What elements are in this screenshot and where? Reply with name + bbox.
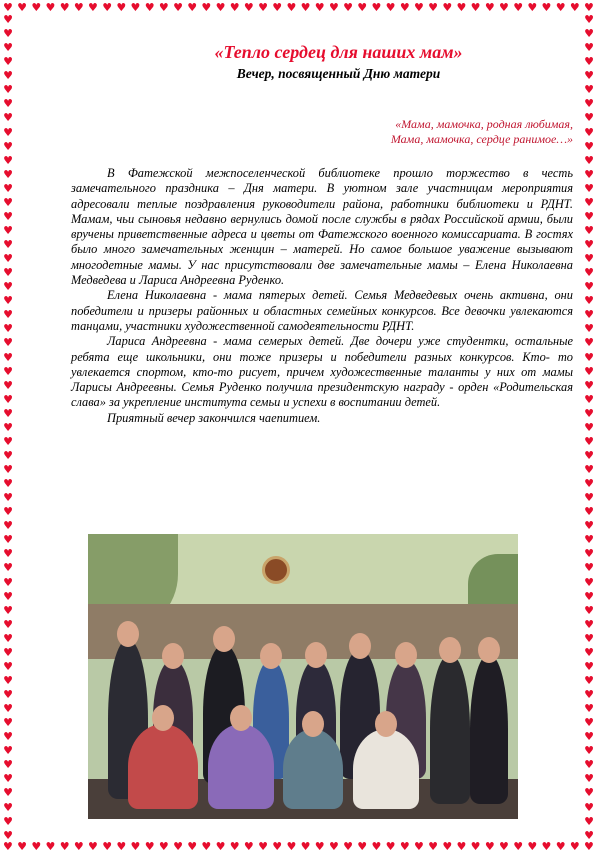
heart-icon: ♥ [3, 631, 13, 645]
heart-icon: ♥ [73, 840, 84, 853]
heart-icon: ♥ [272, 1, 283, 14]
heart-icon: ♥ [584, 55, 594, 69]
heart-icon: ♥ [584, 505, 594, 519]
heart-icon: ♥ [371, 1, 382, 14]
heart-icon: ♥ [428, 1, 439, 14]
heart-icon: ♥ [3, 139, 13, 153]
heart-icon: ♥ [173, 840, 183, 853]
heart-icon: ♥ [3, 448, 13, 462]
heart-icon: ♥ [300, 840, 311, 853]
photo-person-head [349, 633, 371, 659]
heart-icon: ♥ [385, 840, 396, 853]
heart-icon: ♥ [584, 448, 594, 462]
photo-person-head [375, 711, 397, 737]
heart-icon: ♥ [3, 209, 13, 223]
heart-icon: ♥ [314, 840, 325, 853]
heart-icon: ♥ [584, 814, 594, 828]
heart-icon: ♥ [3, 491, 13, 505]
heart-icon: ♥ [569, 840, 580, 853]
heart-icon: ♥ [584, 702, 594, 716]
photo-person-head [117, 621, 139, 647]
heart-icon: ♥ [3, 730, 13, 744]
photo-person [470, 654, 508, 804]
heart-icon: ♥ [584, 477, 594, 491]
heart-icon: ♥ [3, 294, 13, 308]
heart-icon: ♥ [3, 378, 13, 392]
wall-clock-icon [262, 556, 290, 584]
heart-icon: ♥ [130, 840, 141, 853]
epigraph-line: «Мама, мамочка, родная любимая, [395, 117, 573, 131]
heart-icon: ♥ [584, 378, 594, 392]
heart-icon: ♥ [584, 238, 594, 251]
photo-person-head [439, 637, 461, 663]
heart-icon: ♥ [569, 1, 580, 14]
heart-icon: ♥ [584, 533, 594, 547]
heart-icon: ♥ [584, 336, 594, 350]
heart-icon: ♥ [229, 840, 240, 853]
heart-border-top [0, 2, 597, 16]
heart-icon: ♥ [3, 125, 13, 139]
heart-icon: ♥ [399, 1, 410, 14]
page-title: «Тепло сердец для наших мам» [214, 42, 463, 62]
heart-icon: ♥ [88, 1, 98, 14]
epigraph-line: Мама, мамочка, сердце ранимое…» [390, 132, 573, 146]
heart-icon: ♥ [584, 364, 594, 378]
heart-icon: ♥ [187, 840, 198, 853]
heart-icon: ♥ [584, 322, 594, 336]
heart-icon: ♥ [300, 1, 311, 14]
heart-icon: ♥ [3, 519, 13, 533]
heart-icon: ♥ [584, 69, 594, 83]
heart-icon: ♥ [173, 1, 183, 14]
heart-icon: ♥ [3, 561, 13, 575]
heart-icon: ♥ [31, 1, 42, 14]
heart-icon: ♥ [3, 702, 13, 716]
heart-icon: ♥ [584, 434, 594, 448]
heart-icon: ♥ [3, 673, 13, 687]
heart-icon: ♥ [484, 1, 495, 14]
heart-icon: ♥ [584, 617, 594, 631]
heart-icon: ♥ [3, 167, 13, 181]
heart-icon: ♥ [3, 1, 13, 14]
photo-person-head [230, 705, 252, 731]
heart-icon: ♥ [3, 772, 13, 786]
heart-icon: ♥ [3, 434, 13, 448]
heart-icon: ♥ [428, 840, 439, 853]
heart-icon: ♥ [3, 420, 13, 434]
heart-icon: ♥ [584, 97, 594, 111]
photo-person-seated [208, 724, 274, 809]
heart-icon: ♥ [3, 645, 13, 659]
heart-icon: ♥ [45, 840, 56, 853]
heart-icon: ♥ [343, 1, 353, 14]
heart-icon: ♥ [102, 1, 113, 14]
heart-icon: ♥ [3, 181, 13, 195]
heart-icon: ♥ [258, 840, 268, 853]
heart-icon: ♥ [584, 308, 594, 322]
heart-icon: ♥ [3, 758, 13, 772]
heart-icon: ♥ [584, 800, 594, 814]
article-paragraph: Приятный вечер закончился чаепитием. [107, 410, 321, 425]
heart-icon: ♥ [584, 575, 594, 589]
heart-icon: ♥ [584, 659, 594, 673]
heart-icon: ♥ [328, 1, 339, 14]
heart-icon: ♥ [584, 420, 594, 434]
heart-icon: ♥ [3, 336, 13, 350]
heart-icon: ♥ [499, 840, 509, 853]
heart-icon: ♥ [3, 575, 13, 589]
heart-icon: ♥ [102, 840, 113, 853]
heart-icon: ♥ [584, 350, 594, 364]
heart-icon: ♥ [343, 840, 353, 853]
heart-icon: ♥ [3, 280, 13, 294]
heart-icon: ♥ [584, 252, 594, 266]
heart-icon: ♥ [3, 840, 13, 853]
heart-icon: ♥ [3, 27, 13, 41]
epigraph [273, 117, 573, 147]
heart-icon: ♥ [584, 209, 594, 223]
heart-icon: ♥ [584, 561, 594, 575]
heart-icon: ♥ [3, 97, 13, 111]
heart-icon: ♥ [584, 547, 594, 561]
heart-icon: ♥ [3, 252, 13, 266]
heart-icon: ♥ [116, 840, 127, 853]
article-paragraph: Лариса Андреевна - мама семерых детей. Две дочери уже студентки, остальные ребята еще школьники, они тоже призеры и победители разных конкурсов. Кто- то увлекается спортом, кто-то рисует, причем художественные таланты у них от мамы Ларисы Андреевны. Семья Руденко получила президентскую награду - орден «Родительская слава» за укрепление института семьи и успехи в воспитании детей. [71, 334, 573, 410]
photo-person-seated [128, 724, 198, 809]
heart-icon: ♥ [3, 659, 13, 673]
heart-icon: ♥ [584, 83, 594, 97]
heart-icon: ♥ [187, 1, 198, 14]
heart-icon: ♥ [442, 840, 453, 853]
photo-person-seated [283, 729, 343, 809]
heart-icon: ♥ [584, 392, 594, 406]
heart-icon: ♥ [201, 1, 212, 14]
heart-icon: ♥ [584, 167, 594, 181]
heart-icon: ♥ [584, 772, 594, 786]
heart-icon: ♥ [584, 181, 594, 195]
heart-icon: ♥ [584, 730, 594, 744]
heart-icon: ♥ [3, 744, 13, 758]
heart-icon: ♥ [158, 1, 169, 14]
heart-icon: ♥ [116, 1, 127, 14]
heart-icon: ♥ [499, 1, 509, 14]
heart-icon: ♥ [144, 840, 155, 853]
heart-icon: ♥ [584, 603, 594, 617]
heart-icon: ♥ [555, 840, 566, 853]
heart-icon: ♥ [3, 238, 13, 251]
heart-icon: ♥ [88, 840, 98, 853]
heart-icon: ♥ [470, 840, 481, 853]
heart-icon: ♥ [3, 41, 13, 55]
heart-icon: ♥ [3, 364, 13, 378]
heart-icon: ♥ [201, 840, 212, 853]
heart-icon: ♥ [357, 1, 368, 14]
heart-icon: ♥ [328, 840, 339, 853]
heart-icon: ♥ [3, 716, 13, 730]
heart-icon: ♥ [3, 308, 13, 322]
heart-icon: ♥ [3, 69, 13, 83]
heart-icon: ♥ [272, 840, 283, 853]
heart-icon: ♥ [3, 111, 13, 125]
article-paragraph: В Фатежской межпоселенческой библиотеке прошло торжество в честь замечательного праздника – Дня матери. В уютном зале участницам мероприятия адресовали теплые поздравления руководители района, работники библиотеки и РДНТ. Мамам, чьи сыновья недавно вернулись домой после службы в рядах Российской армии, были вручены приветственные адреса и цветы от Фатежского военного комиссариата. В гостях было много замечательных женщин – матерей. Но самое большое уважение вызывают многодетные мамы. У нас присутствовали две замечательные мамы – Елена Николаевна Медведева и Лариса Андреевна Руденко. [71, 166, 573, 288]
event-group-photo [88, 534, 518, 819]
heart-icon: ♥ [3, 688, 13, 701]
heart-icon: ♥ [584, 406, 594, 420]
heart-icon: ♥ [3, 800, 13, 814]
heart-icon: ♥ [73, 1, 84, 14]
heart-icon: ♥ [584, 828, 594, 842]
heart-icon: ♥ [3, 603, 13, 617]
heart-icon: ♥ [3, 266, 13, 280]
heart-icon: ♥ [413, 840, 424, 853]
heart-icon: ♥ [243, 840, 254, 853]
heart-icon: ♥ [584, 631, 594, 645]
heart-icon: ♥ [584, 139, 594, 153]
heart-icon: ♥ [258, 1, 268, 14]
heart-icon: ♥ [442, 1, 453, 14]
heart-icon: ♥ [527, 840, 538, 853]
heart-icon: ♥ [584, 27, 594, 41]
heart-icon: ♥ [470, 1, 481, 14]
heart-icon: ♥ [584, 125, 594, 139]
heart-icon: ♥ [513, 840, 524, 853]
photo-person-head [478, 637, 500, 663]
heart-icon: ♥ [59, 1, 70, 14]
heart-icon: ♥ [584, 716, 594, 730]
heart-icon: ♥ [399, 840, 410, 853]
heart-icon: ♥ [555, 1, 566, 14]
heart-icon: ♥ [584, 223, 594, 237]
heart-icon: ♥ [584, 688, 594, 701]
heart-icon: ♥ [584, 673, 594, 687]
heart-icon: ♥ [130, 1, 141, 14]
heart-icon: ♥ [357, 840, 368, 853]
heart-border-bottom [0, 841, 597, 855]
heart-icon: ♥ [584, 13, 594, 26]
heart-icon: ♥ [584, 280, 594, 294]
heart-icon: ♥ [215, 1, 226, 14]
heart-icon: ♥ [3, 392, 13, 406]
heart-icon: ♥ [144, 1, 155, 14]
heart-icon: ♥ [3, 195, 13, 209]
heart-icon: ♥ [584, 294, 594, 308]
heart-icon: ♥ [3, 814, 13, 828]
heart-icon: ♥ [3, 477, 13, 491]
heart-icon: ♥ [59, 840, 70, 853]
heart-icon: ♥ [158, 840, 169, 853]
heart-icon: ♥ [541, 840, 552, 853]
heart-icon: ♥ [3, 83, 13, 97]
heart-icon: ♥ [584, 744, 594, 758]
heart-icon: ♥ [229, 1, 240, 14]
heart-icon: ♥ [584, 589, 594, 603]
heart-icon: ♥ [584, 1, 594, 14]
heart-icon: ♥ [3, 786, 13, 800]
heart-icon: ♥ [584, 266, 594, 280]
heart-icon: ♥ [371, 840, 382, 853]
heart-icon: ♥ [3, 350, 13, 364]
heart-icon: ♥ [584, 153, 594, 167]
article-body [71, 166, 573, 426]
heart-icon: ♥ [584, 758, 594, 772]
heart-icon: ♥ [584, 41, 594, 55]
heart-icon: ♥ [3, 463, 13, 476]
heart-icon: ♥ [3, 589, 13, 603]
heart-icon: ♥ [3, 406, 13, 420]
heart-icon: ♥ [3, 533, 13, 547]
heart-icon: ♥ [484, 840, 495, 853]
heart-icon: ♥ [45, 1, 56, 14]
photo-person-head [305, 642, 327, 668]
photo-person-seated [353, 729, 419, 809]
heart-icon: ♥ [243, 1, 254, 14]
heart-icon: ♥ [584, 111, 594, 125]
heart-icon: ♥ [314, 1, 325, 14]
photo-person-head [213, 626, 235, 652]
heart-icon: ♥ [31, 840, 42, 853]
photo-person [430, 654, 470, 804]
heart-icon: ♥ [584, 491, 594, 505]
page-subtitle: Вечер, посвященный Дню матери [236, 66, 441, 81]
heart-icon: ♥ [3, 617, 13, 631]
heart-icon: ♥ [17, 1, 28, 14]
photo-person-head [152, 705, 174, 731]
heart-border-left [1, 14, 15, 841]
heart-icon: ♥ [584, 463, 594, 476]
heart-icon: ♥ [385, 1, 396, 14]
heart-icon: ♥ [215, 840, 226, 853]
heart-icon: ♥ [3, 505, 13, 519]
photo-people-group [108, 629, 508, 809]
heart-icon: ♥ [3, 13, 13, 26]
article-paragraph: Елена Николаевна - мама пятерых детей. Семья Медведевых очень активна, они победители и призеры районных и областных семейных конкурсов. Все девочки увлекаются танцами, участники художественной самодеятельности РДНТ. [71, 288, 573, 333]
heart-icon: ♥ [3, 828, 13, 842]
photo-person-head [162, 643, 184, 669]
heart-icon: ♥ [513, 1, 524, 14]
heart-icon: ♥ [584, 786, 594, 800]
photo-person-head [395, 642, 417, 668]
heart-icon: ♥ [17, 840, 28, 853]
heart-icon: ♥ [527, 1, 538, 14]
heart-icon: ♥ [456, 840, 467, 853]
heart-icon: ♥ [286, 840, 297, 853]
heart-icon: ♥ [584, 195, 594, 209]
photo-person-head [260, 643, 282, 669]
heart-icon: ♥ [3, 55, 13, 69]
heart-icon: ♥ [456, 1, 467, 14]
photo-person-head [302, 711, 324, 737]
heart-icon: ♥ [3, 153, 13, 167]
heart-icon: ♥ [286, 1, 297, 14]
heart-icon: ♥ [584, 519, 594, 533]
heart-icon: ♥ [584, 645, 594, 659]
heart-icon: ♥ [541, 1, 552, 14]
heart-border-right [582, 14, 596, 841]
heart-icon: ♥ [413, 1, 424, 14]
heart-icon: ♥ [584, 840, 594, 853]
heart-icon: ♥ [3, 223, 13, 237]
heart-icon: ♥ [3, 322, 13, 336]
heart-icon: ♥ [3, 547, 13, 561]
